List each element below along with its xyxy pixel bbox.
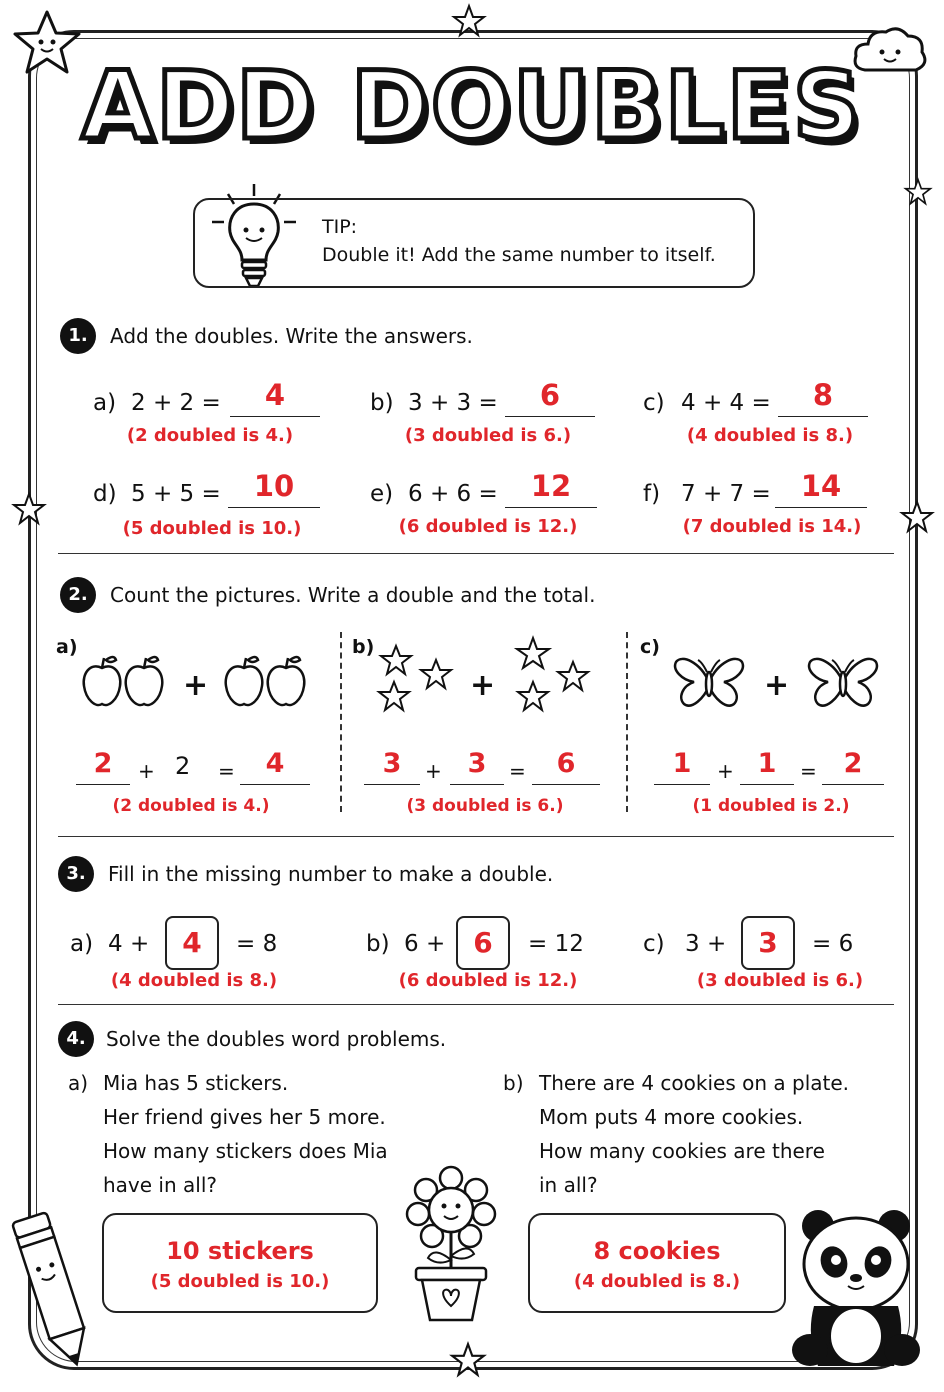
problem-equation: 3 + 3 = <box>408 390 498 416</box>
plus-sign: + <box>183 668 209 703</box>
answer-note: (3 doubled is 6.) <box>696 970 864 991</box>
problem-label: c) <box>643 931 665 957</box>
tip-box <box>193 198 755 288</box>
problem-label: a) <box>93 390 117 416</box>
part-label: a) <box>56 636 78 658</box>
section-number: 2. <box>60 577 96 613</box>
problem-label: c) <box>643 390 665 416</box>
second-addend: 3 <box>467 748 487 779</box>
word-problem-line: Her friend gives her 5 more. <box>103 1105 386 1129</box>
missing-number-box: 6 <box>456 916 510 970</box>
answer-note: (2 doubled is 4.) <box>112 796 270 816</box>
answer-note: (1 doubled is 2.) <box>692 796 850 816</box>
answer-note: (2 doubled is 4.) <box>126 425 294 446</box>
answer-line <box>230 416 320 417</box>
equals-sign: = <box>800 759 817 783</box>
column-divider <box>340 632 342 812</box>
problem-label: a) <box>70 931 94 957</box>
answer-line <box>364 784 420 785</box>
problem-equation: 5 + 5 = <box>131 481 221 507</box>
answer-line <box>240 784 310 785</box>
word-problem-line: have in all? <box>103 1173 218 1197</box>
answer-value: 6 <box>539 378 561 412</box>
total-value: 6 <box>556 748 576 779</box>
answer-value: 8 cookies <box>593 1237 721 1265</box>
tip-label: TIP: <box>322 216 358 238</box>
star-icon <box>900 500 934 534</box>
butterfly-icon <box>672 654 746 712</box>
answer-note: (3 doubled is 6.) <box>406 796 564 816</box>
problem-label: b) <box>503 1071 524 1095</box>
answer-line <box>654 784 710 785</box>
page-title: ADD DOUBLES <box>81 52 863 161</box>
section-divider <box>58 1004 894 1005</box>
column-divider <box>626 632 628 812</box>
answer-note: (3 doubled is 6.) <box>404 425 572 446</box>
answer-value: 12 <box>530 469 572 503</box>
answer-line <box>505 507 597 508</box>
problem-equation: 4 + 4 = <box>681 390 771 416</box>
plus-sign: + <box>764 668 790 703</box>
problem-right: = 12 <box>528 931 584 957</box>
problem-label: d) <box>93 481 117 507</box>
first-addend: 1 <box>672 748 692 779</box>
equals-sign: = <box>218 759 235 783</box>
word-problem-line: How many stickers does Mia <box>103 1139 388 1163</box>
part-label: b) <box>352 636 375 658</box>
star-icon <box>450 1342 486 1378</box>
word-problem-line: There are 4 cookies on a plate. <box>539 1071 850 1095</box>
plus-sign: + <box>470 668 496 703</box>
answer-value: 10 <box>253 469 295 503</box>
answer-line <box>740 784 794 785</box>
star-icon <box>370 642 460 720</box>
apple-icon <box>80 652 170 710</box>
answer-note: (4 doubled is 8.) <box>110 970 278 991</box>
answer-note: (6 doubled is 12.) <box>398 516 578 537</box>
answer-note: (4 doubled is 8.) <box>686 425 854 446</box>
answer-line <box>822 784 884 785</box>
section-number: 1. <box>60 318 96 354</box>
problem-label: a) <box>68 1071 89 1095</box>
answer-value: 10 stickers <box>166 1237 314 1265</box>
section-instruction: Fill in the missing number to make a double. <box>108 862 554 886</box>
answer-value: 8 <box>812 378 834 412</box>
answer-line <box>775 507 867 508</box>
problem-right: = 8 <box>236 931 278 957</box>
answer-note: (5 doubled is 10.) <box>122 518 302 539</box>
equals-sign: = <box>509 759 526 783</box>
butterfly-icon <box>806 654 880 712</box>
problem-label: b) <box>370 390 394 416</box>
second-addend: 2 <box>175 752 191 780</box>
star-icon <box>904 178 932 206</box>
first-addend: 3 <box>382 748 402 779</box>
answer-box <box>528 1213 786 1313</box>
first-addend: 2 <box>93 748 113 779</box>
plus-sign: + <box>138 759 155 783</box>
answer-line <box>76 784 130 785</box>
problem-label: f) <box>643 481 661 507</box>
second-addend: 1 <box>757 748 777 779</box>
star-icon <box>452 4 486 38</box>
plus-sign: + <box>717 759 734 783</box>
problem-left: 6 + <box>404 931 446 957</box>
total-value: 2 <box>843 748 863 779</box>
pencil-icon <box>12 1204 92 1372</box>
word-problem-line: Mom puts 4 more cookies. <box>539 1105 804 1129</box>
problem-equation: 6 + 6 = <box>408 481 498 507</box>
section-number: 4. <box>58 1021 94 1057</box>
answer-line <box>778 416 868 417</box>
answer-note: (7 doubled is 14.) <box>682 516 862 537</box>
problem-equation: 2 + 2 = <box>131 390 221 416</box>
total-value: 4 <box>265 748 285 779</box>
answer-line <box>228 507 320 508</box>
problem-label: e) <box>370 481 394 507</box>
star-icon <box>505 634 595 720</box>
word-problem-line: Mia has 5 stickers. <box>103 1071 289 1095</box>
section-divider <box>58 836 894 837</box>
part-label: c) <box>640 636 660 658</box>
missing-number-box: 3 <box>741 916 795 970</box>
section-divider <box>58 553 894 554</box>
answer-line <box>532 784 600 785</box>
missing-number-box: 4 <box>165 916 219 970</box>
section-instruction: Solve the doubles word problems. <box>106 1027 447 1051</box>
tip-text: Double it! Add the same number to itself. <box>322 244 716 266</box>
problem-equation: 7 + 7 = <box>681 481 771 507</box>
answer-note: (6 doubled is 12.) <box>398 970 578 991</box>
answer-note: (5 doubled is 10.) <box>150 1271 330 1292</box>
section-instruction: Count the pictures. Write a double and the total. <box>110 583 596 607</box>
answer-line <box>450 784 504 785</box>
problem-label: b) <box>366 931 390 957</box>
flower-pot-icon <box>404 1166 498 1324</box>
star-icon <box>12 492 46 526</box>
problem-left: 4 + <box>108 931 150 957</box>
apple-icon <box>222 652 312 710</box>
answer-value: 4 <box>264 378 286 412</box>
answer-note: (4 doubled is 8.) <box>573 1271 741 1292</box>
panda-icon <box>790 1206 922 1376</box>
answer-value: 14 <box>800 469 842 503</box>
answer-box <box>102 1213 378 1313</box>
section-instruction: Add the doubles. Write the answers. <box>110 324 473 348</box>
problem-right: = 6 <box>812 931 854 957</box>
problem-left: 3 + <box>685 931 727 957</box>
plus-sign: + <box>425 759 442 783</box>
word-problem-line: in all? <box>539 1173 598 1197</box>
section-number: 3. <box>58 856 94 892</box>
word-problem-line: How many cookies are there <box>539 1139 825 1163</box>
answer-line <box>505 416 595 417</box>
